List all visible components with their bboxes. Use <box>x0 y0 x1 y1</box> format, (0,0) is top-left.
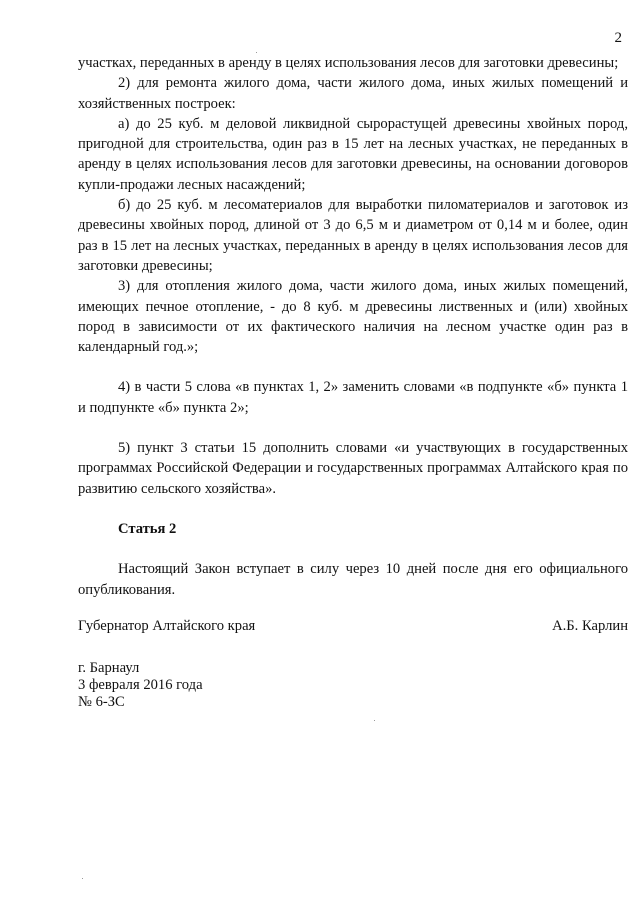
page-number: 2 <box>614 30 622 46</box>
article-heading: Статья 2 <box>118 520 177 537</box>
scan-speck <box>256 52 257 53</box>
document-body <box>78 53 628 600</box>
paragraph-item-4: 4) в части 5 слова «в пунктах 1, 2» заменить словами «в подпункте «б» пункта 1 и подпункте «б» пункта 2»; <box>78 379 628 416</box>
scan-speck <box>374 720 375 721</box>
scan-speck <box>82 878 83 879</box>
date: 3 февраля 2016 года <box>78 677 203 693</box>
paragraph-item-3: 3) для отопления жилого дома, части жилого дома, иных жилых помещений, имеющих печное отопление, - до 8 куб. м древесины лиственных и (или) хвойных пород в зависимости от их фактического наличия на лесном участке один раз в календарный год.»; <box>78 278 628 356</box>
city: г. Барнаул <box>78 660 140 676</box>
paragraph-item-5: 5) пункт 3 статьи 15 дополнить словами «и участвующих в государственных программах Российской Федерации и государственных программах Алтайского края по развитию сельского хозяйства». <box>78 440 628 497</box>
signature-block <box>78 616 628 636</box>
paragraph-item-2: 2) для ремонта жилого дома, части жилого дома, иных жилых помещений и хозяйственных построек: <box>78 75 628 112</box>
signatory-title: Губернатор Алтайского края <box>78 618 256 634</box>
paragraph-item-2a: а) до 25 куб. м деловой ликвидной сырорастущей древесины хвойных пород, пригодной для строительства, один раз в 15 лет на лесных участках, не переданных в аренду в целях использования лесов для заготовки древесины, на основании договоров купли-продажи лесных насаждений; <box>78 115 628 193</box>
place-date-block <box>78 660 203 711</box>
article-text: Настоящий Закон вступает в силу через 10 дней после дня его официального опубликования. <box>78 561 628 598</box>
paragraph-continuation: участках, переданных в аренду в целях использования лесов для заготовки древесины; <box>78 55 619 71</box>
paragraph-item-2b: б) до 25 куб. м лесоматериалов для выработки пиломатериалов и заготовок из древесины хвойных пород, длиной от 3 до 6,5 м и диаметром от 0,14 м и более, один раз в 15 лет на лесных участках, переданных в аренду в целях использования лесов для заготовки древесины; <box>78 197 628 274</box>
signatory-name: А.Б. Карлин <box>552 618 628 634</box>
law-number: № 6-ЗС <box>78 694 125 710</box>
